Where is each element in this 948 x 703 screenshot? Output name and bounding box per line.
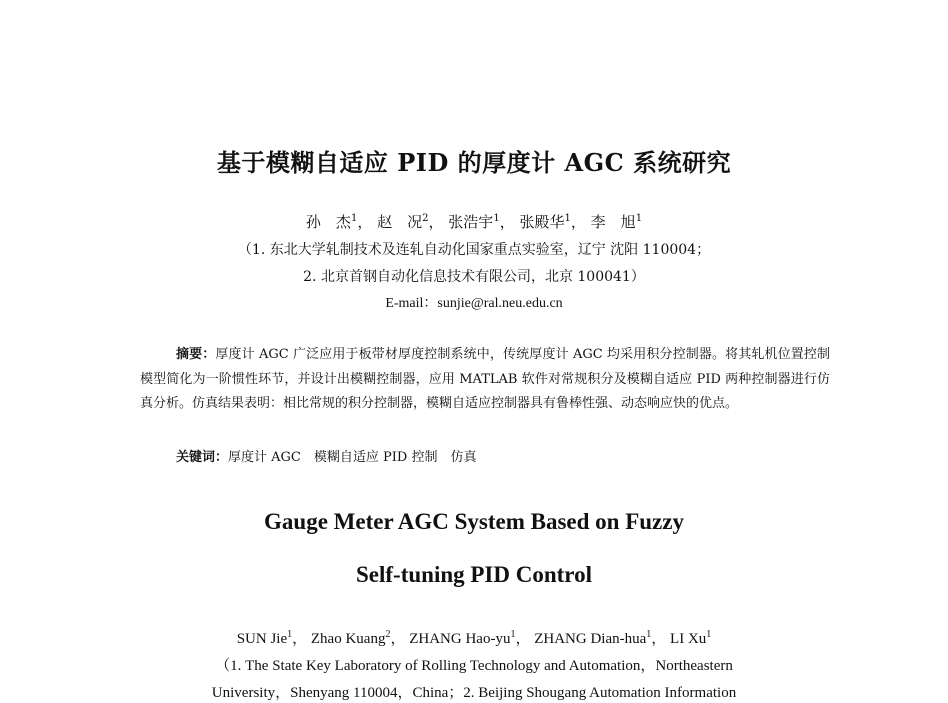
english-title-line-1: Gauge Meter AGC System Based on Fuzzy: [264, 509, 684, 534]
chinese-abstract: [140, 343, 830, 417]
author: 张浩宇$^1$，: [448, 213, 515, 231]
keywords-label: 关键词：: [176, 450, 229, 465]
author: 赵 况$^2$，: [377, 213, 444, 231]
english-title-line-2: Self-tuning PID Control: [356, 562, 592, 587]
keywords-text: 厚度计 AGC 模糊自适应 PID 控制 仿真: [228, 450, 477, 465]
abstract-text: 厚度计 AGC 广泛应用于板带材厚度控制系统中，传统厚度计 AGC 均采用积分控制器。将其轧机位置控制模型简化为一阶惯性环节，并设计出模糊控制器，应用 MATLAB 软件对常规积分及模糊自适应 PID 两种控制器进行仿真分析。仿真结果表明：相比常规的积分控制器，模糊自适应控制器具有鲁棒性强、动态响应快的优点。: [140, 347, 830, 411]
author-email: E-mail：sunjie@ral.neu.edu.cn: [385, 296, 563, 311]
author: ZHANG Hao-$yu^1$，: [409, 629, 531, 647]
chinese-affiliation-1: （1. 东北大学轧制技术及连轧自动化国家重点实验室，辽宁 沈阳 110004；: [237, 242, 711, 258]
english-affiliation-2: University，Shenyang 110004，China；2. Beijing Shougang Automation Information: [211, 685, 737, 701]
chinese-title: 基于模糊自适应 PID 的厚度计 AGC 系统研究: [216, 148, 732, 177]
author: 李 旭$^1$: [590, 213, 643, 231]
chinese-affiliation-2: 2. 北京首钢自动化信息技术有限公司，北京 100041）: [303, 269, 645, 285]
author: Zhao Kuang$^2$，: [310, 629, 406, 647]
abstract-label: 摘要：: [176, 347, 216, 362]
author: 孙 杰$^1$，: [305, 213, 373, 231]
english-affiliation-1: （1. The State Key Laboratory of Rolling Technology and Automation，Northeastern: [215, 658, 733, 674]
author: 张殿华$^1$，: [519, 213, 586, 231]
chinese-author-list: [0, 211, 948, 232]
english-author-list: [0, 627, 948, 648]
author: LI Xu$^1$: [670, 629, 712, 647]
author: ZHANG Dian-hua$^1$，: [534, 629, 667, 647]
author: SUN Jie$^1$，: [236, 629, 308, 647]
chinese-keywords: [176, 446, 476, 465]
